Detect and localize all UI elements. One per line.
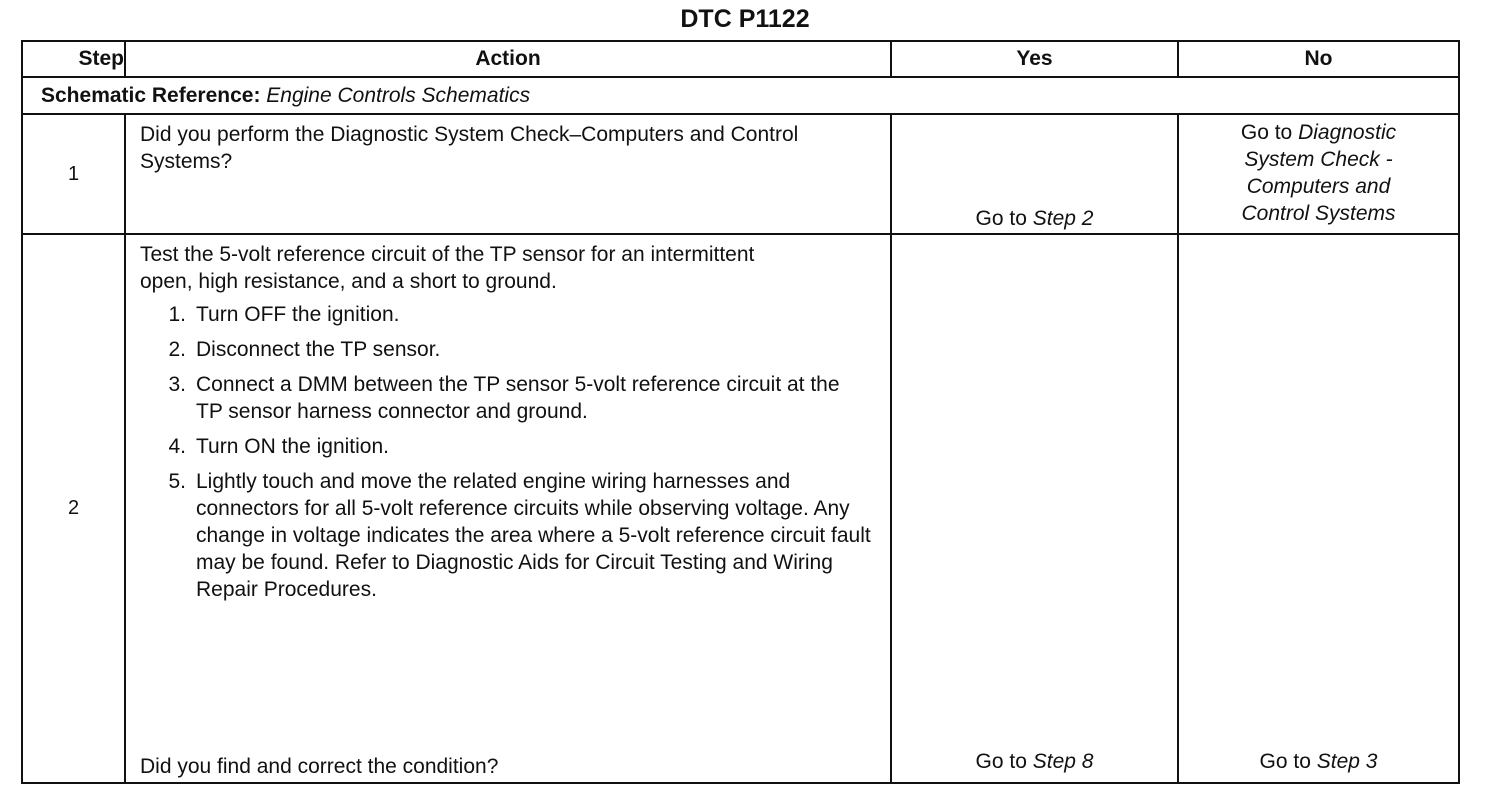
yes-goto-prefix: Go to: [975, 750, 1033, 773]
no-goto[interactable]: [1179, 115, 1458, 227]
page-title: DTC P1122: [680, 5, 810, 33]
table-row: [22, 234, 1459, 783]
no-goto-ref-line-4[interactable]: Control Systems: [1241, 202, 1396, 225]
list-item: [140, 336, 880, 363]
no-goto[interactable]: [1179, 750, 1458, 774]
yes-goto-ref[interactable]: Step 8: [1032, 750, 1094, 773]
list-item-number: 3.: [168, 373, 186, 396]
yes-cell: [891, 114, 1178, 234]
yes-goto-prefix: Go to: [975, 207, 1033, 230]
list-item: [140, 468, 880, 603]
no-goto-ref-line-3[interactable]: Computers and: [1246, 175, 1391, 198]
column-header-action: Action: [125, 41, 891, 77]
no-goto-ref[interactable]: Step 3: [1316, 750, 1378, 773]
no-goto-ref-line-2[interactable]: System Check -: [1244, 148, 1393, 171]
column-header-step: Step: [22, 41, 125, 77]
step-number: 1: [22, 114, 125, 234]
action-cell: [125, 234, 891, 783]
schematic-row: [22, 77, 1459, 114]
no-goto-prefix: Go to: [1240, 121, 1299, 144]
column-header-no: No: [1178, 41, 1459, 77]
list-item-text: Connect a DMM between the TP sensor 5-volt reference circuit at the TP sensor harness connector and ground.: [196, 373, 840, 423]
no-cell: [1178, 234, 1459, 783]
list-item-text: Disconnect the TP sensor.: [196, 338, 441, 361]
action-intro: Test the 5-volt reference circuit of the TP sensor for an intermittent open, high resistance, and a short to ground.: [140, 243, 755, 293]
action-text: Did you perform the Diagnostic System Check–Computers and Control Systems?: [140, 123, 799, 173]
schematic-label: Schematic Reference:: [41, 83, 261, 107]
action-cell: [125, 114, 891, 234]
no-goto-ref-line-1[interactable]: Diagnostic: [1298, 121, 1397, 144]
table-row: [22, 114, 1459, 234]
schematic-reference: [22, 77, 1459, 114]
header-row: [22, 41, 1459, 77]
no-cell: [1178, 114, 1459, 234]
list-item-number: 1.: [168, 303, 186, 326]
list-item-number: 4.: [168, 435, 186, 458]
yes-cell: [891, 234, 1178, 783]
list-item-number: 2.: [168, 338, 186, 361]
schematic-link[interactable]: Engine Controls Schematics: [266, 83, 531, 107]
action-question: Did you find and correct the condition?: [140, 755, 499, 778]
list-item-text: Lightly touch and move the related engine wiring harnesses and connectors for all 5-volt reference circuits while observing voltage. Any change in voltage indicates the area where a 5-volt reference circuit fault may be found. Refer to Diagnostic Aids for Circuit Testing and Wiring Repair Procedures.: [196, 470, 871, 601]
procedure-list: [140, 301, 880, 603]
diagnostic-table: [21, 40, 1460, 784]
list-item-text: Turn ON the ignition.: [196, 435, 389, 458]
yes-goto[interactable]: [892, 207, 1177, 231]
yes-goto[interactable]: [892, 750, 1177, 774]
yes-goto-ref[interactable]: Step 2: [1032, 207, 1094, 230]
list-item: [140, 371, 880, 425]
column-header-yes: Yes: [891, 41, 1178, 77]
list-item: [140, 433, 880, 460]
list-item-text: Turn OFF the ignition.: [196, 303, 400, 326]
list-item: [140, 301, 880, 328]
no-goto-prefix: Go to: [1259, 750, 1317, 773]
step-number: 2: [22, 234, 125, 783]
list-item-number: 5.: [168, 470, 186, 493]
